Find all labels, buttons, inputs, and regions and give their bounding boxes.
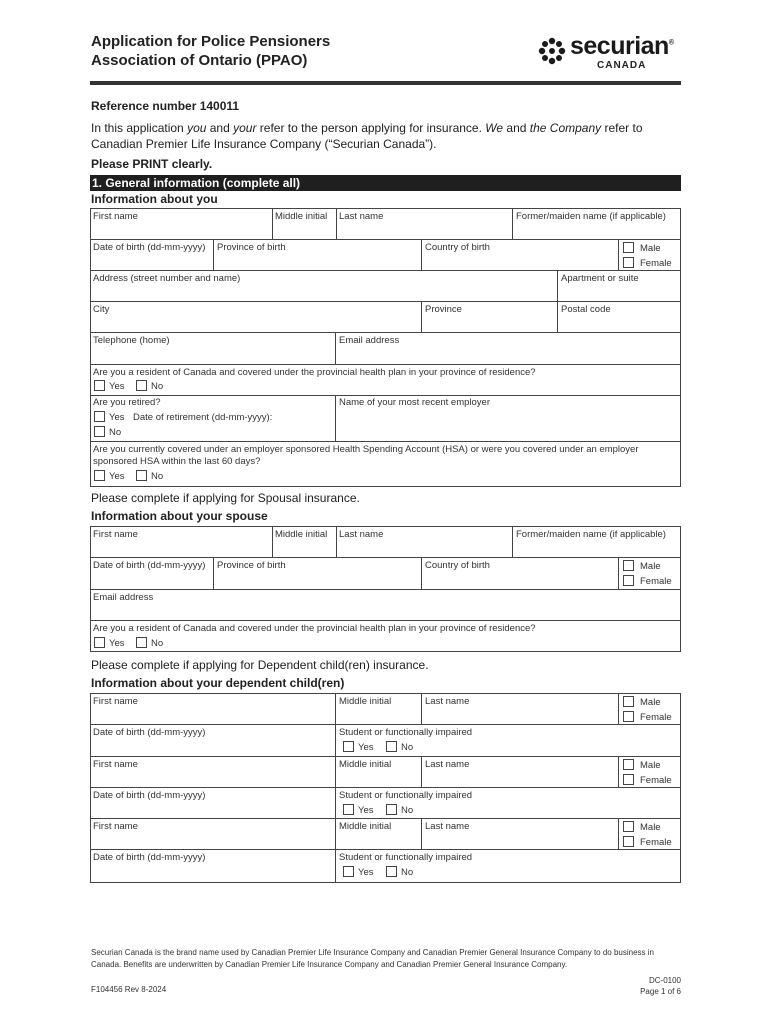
hsa-question-line-2: sponsored HSA within the last 60 days?	[93, 456, 261, 467]
retired-no-checkbox[interactable]	[94, 426, 105, 437]
child1-student-yes-checkbox[interactable]	[343, 741, 354, 752]
no-label: No	[401, 742, 414, 753]
child1-male-checkbox[interactable]	[623, 696, 634, 707]
child1-student-no-checkbox[interactable]	[386, 741, 397, 752]
no-label: No	[151, 638, 164, 649]
footer-disclaimer: Securian Canada is the brand name used by Canadian Premier Life Insurance Company and Canadian Premier General Insurance Company to do business in Canada. Benefits are underwritten by Canadian Premier Life Insurance Company and Canadian Premier General Insurance Company.	[91, 948, 654, 969]
logo-wordmark: securian®	[570, 32, 674, 60]
apartment-label: Apartment or suite	[561, 273, 639, 284]
spouse-intro: Please complete if applying for Spousal insurance.	[91, 491, 360, 505]
child3-last-name-label: Last name	[425, 821, 470, 832]
female-label: Female	[640, 258, 672, 269]
title-line-1: Application for Police Pensioners	[91, 33, 331, 50]
child2-male-checkbox[interactable]	[623, 759, 634, 770]
female-label: Female	[640, 576, 672, 587]
city-label: City	[93, 304, 110, 315]
child2-student-no-checkbox[interactable]	[386, 804, 397, 815]
logo-subtext: CANADA	[597, 60, 647, 71]
child2-dob-label: Date of birth (dd-mm-yyyy)	[93, 790, 206, 801]
child2-student-label: Student or functionally impaired	[339, 790, 473, 801]
male-checkbox[interactable]	[623, 242, 634, 253]
spouse-last-name-label: Last name	[339, 529, 384, 540]
resident-question: Are you a resident of Canada and covered under the provincial health plan in your province of residence?	[93, 367, 536, 378]
spouse-email-label: Email address	[93, 592, 154, 603]
print-clearly-note: Please PRINT clearly.	[91, 157, 213, 171]
child3-first-name-label: First name	[93, 821, 138, 832]
spouse-resident-question: Are you a resident of Canada and covered under the provincial health plan in your province of residence?	[93, 623, 536, 634]
page-number: Page 1 of 6	[640, 987, 681, 996]
child2-last-name-label: Last name	[425, 759, 470, 770]
no-label: No	[401, 805, 414, 816]
postal-code-label: Postal code	[561, 304, 611, 315]
province-of-birth-label: Province of birth	[217, 242, 286, 253]
no-label: No	[151, 471, 164, 482]
female-label: Female	[640, 837, 672, 848]
spouse-country-of-birth-label: Country of birth	[425, 560, 490, 571]
hsa-no-checkbox[interactable]	[136, 470, 147, 481]
date-retirement-label: Date of retirement (dd-mm-yyyy):	[133, 412, 273, 423]
child2-female-checkbox[interactable]	[623, 774, 634, 785]
child3-middle-initial-label: Middle initial	[339, 821, 392, 832]
child1-female-checkbox[interactable]	[623, 711, 634, 722]
yes-label: Yes	[109, 381, 125, 392]
child2-first-name-label: First name	[93, 759, 138, 770]
country-of-birth-label: Country of birth	[425, 242, 490, 253]
securian-flower-icon	[537, 36, 567, 66]
spouse-heading: Information about your spouse	[91, 509, 268, 523]
spouse-former-name-label: Former/maiden name (if applicable)	[516, 529, 666, 540]
spouse-resident-no-checkbox[interactable]	[136, 637, 147, 648]
email-label: Email address	[339, 335, 400, 346]
no-label: No	[109, 427, 122, 438]
yes-label: Yes	[358, 742, 374, 753]
section-1-bar: 1. General information (complete all)	[90, 175, 681, 191]
hsa-question-line-1: Are you currently covered under an employer sponsored Health Spending Account (HSA) or were you covered under an employer	[93, 444, 639, 455]
form-number: F104456 Rev 8-2024	[91, 985, 167, 994]
female-label: Female	[640, 775, 672, 786]
child2-student-yes-checkbox[interactable]	[343, 804, 354, 815]
former-name-label: Former/maiden name (if applicable)	[516, 211, 666, 222]
child1-first-name-label: First name	[93, 696, 138, 707]
no-label: No	[151, 381, 164, 392]
page-info	[640, 975, 681, 997]
province-label: Province	[425, 304, 462, 315]
spouse-middle-initial-label: Middle initial	[275, 529, 328, 540]
child3-student-yes-checkbox[interactable]	[343, 866, 354, 877]
resident-no-checkbox[interactable]	[136, 380, 147, 391]
female-checkbox[interactable]	[623, 257, 634, 268]
yes-label: Yes	[358, 805, 374, 816]
dc-code: DC-0100	[648, 976, 681, 985]
male-label: Male	[640, 760, 661, 771]
intro-paragraph: In this application you and your refer to the person applying for insurance. We and the Company refer to Canadian Premier Life Insurance Company (“Securian Canada”).	[91, 121, 643, 151]
spouse-dob-label: Date of birth (dd-mm-yyyy)	[93, 560, 206, 571]
children-intro: Please complete if applying for Dependent child(ren) insurance.	[91, 658, 429, 672]
child3-dob-label: Date of birth (dd-mm-yyyy)	[93, 852, 206, 863]
child3-female-checkbox[interactable]	[623, 836, 634, 847]
no-label: No	[401, 867, 414, 878]
child3-student-label: Student or functionally impaired	[339, 852, 473, 863]
address-label: Address (street number and name)	[93, 273, 241, 284]
telephone-label: Telephone (home)	[93, 335, 170, 346]
form-title	[91, 32, 330, 70]
child3-male-checkbox[interactable]	[623, 821, 634, 832]
children-heading: Information about your dependent child(ren)	[91, 676, 345, 690]
male-label: Male	[640, 822, 661, 833]
middle-initial-label: Middle initial	[275, 211, 328, 222]
dob-label: Date of birth (dd-mm-yyyy)	[93, 242, 206, 253]
child1-dob-label: Date of birth (dd-mm-yyyy)	[93, 727, 206, 738]
yes-label: Yes	[109, 638, 125, 649]
spouse-first-name-label: First name	[93, 529, 138, 540]
male-label: Male	[640, 243, 661, 254]
spouse-resident-yes-checkbox[interactable]	[94, 637, 105, 648]
yes-label: Yes	[109, 471, 125, 482]
reference-number: Reference number 140011	[91, 99, 240, 113]
first-name-label: First name	[93, 211, 138, 222]
retired-question: Are you retired?	[93, 397, 161, 408]
employer-label: Name of your most recent employer	[339, 397, 491, 408]
last-name-label: Last name	[339, 211, 384, 222]
child2-middle-initial-label: Middle initial	[339, 759, 392, 770]
about-you-heading: Information about you	[91, 192, 218, 206]
female-label: Female	[640, 712, 672, 723]
hsa-yes-checkbox[interactable]	[94, 470, 105, 481]
yes-label: Yes	[358, 867, 374, 878]
male-label: Male	[640, 561, 661, 572]
child3-student-no-checkbox[interactable]	[386, 866, 397, 877]
child1-last-name-label: Last name	[425, 696, 470, 707]
title-line-2: Association of Ontario (PPAO)	[91, 52, 308, 69]
securian-logo	[537, 32, 680, 72]
yes-label: Yes	[109, 412, 125, 423]
retired-yes-checkbox[interactable]	[94, 411, 105, 422]
child1-student-label: Student or functionally impaired	[339, 727, 473, 738]
resident-yes-checkbox[interactable]	[94, 380, 105, 391]
spouse-province-of-birth-label: Province of birth	[217, 560, 286, 571]
spouse-male-checkbox[interactable]	[623, 560, 634, 571]
child1-middle-initial-label: Middle initial	[339, 696, 392, 707]
spouse-female-checkbox[interactable]	[623, 575, 634, 586]
header-rule	[90, 81, 681, 85]
male-label: Male	[640, 697, 661, 708]
